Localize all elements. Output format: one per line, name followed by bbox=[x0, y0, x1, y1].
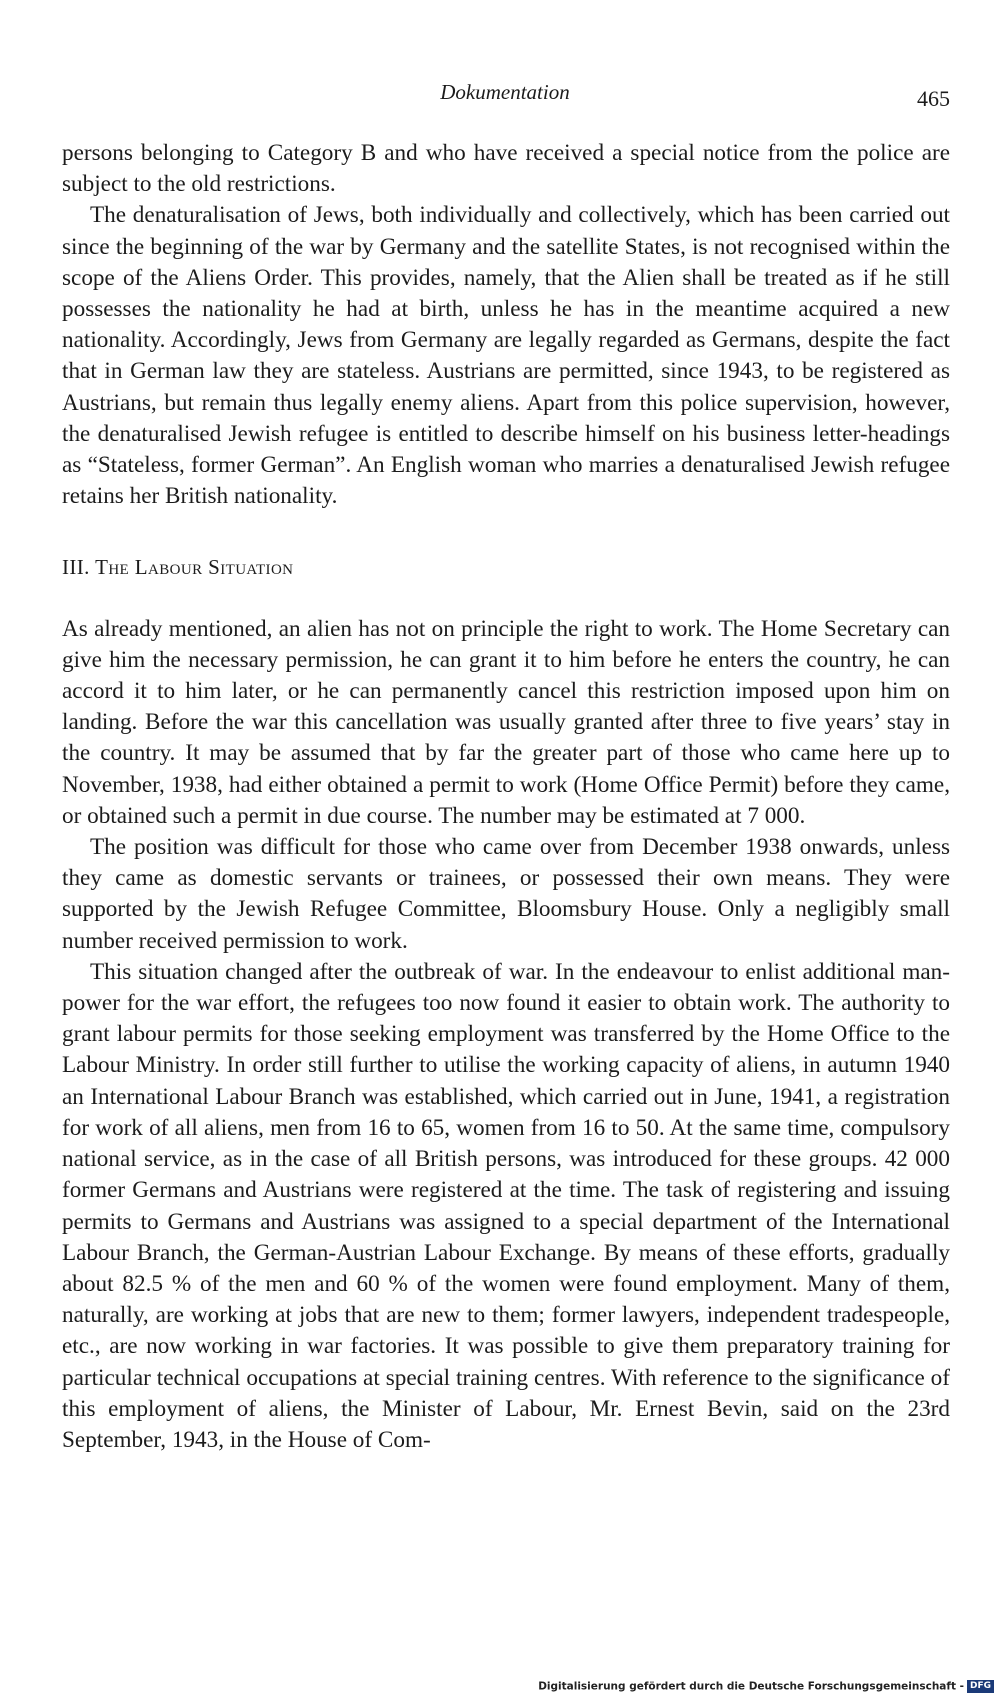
credit-text: Digitalisierung gefördert durch die Deutsche Forschungsgemeinschaft - bbox=[538, 1680, 964, 1693]
paragraph-continuation: persons belonging to Category B and who have received a special notice from the police are subject to the old restrictions. bbox=[62, 140, 950, 198]
paragraph-outbreak-of-war: This situation changed after the outbreak of war. In the endeavour to enlist additional man-power for the war effort, the refugees too now found it easier to obtain work. The authority to grant labour permits for those seeking employment was transferred by the Home Office to the Labour Ministry. In order still further to utilise the working capacity of aliens, in autumn 1940 an International Labour Branch was established, which carried out in June, 1941, a registration for work of all aliens, men from 16 to 65, women from 16 to 50. At the same time, compulsory national service, as in the case of all British persons, was introduced for these groups. 42 000 former Germans and Austrians were registered at the time. The task of registering and issuing permits to Germans and Austrians was assigned to a special department of the International Labour Branch, the German-Austrian Labour Exchange. By means of these efforts, gradually about 82.5 % of the men and 60 % of the women were found employment. Many of them, naturally, are working at jobs that are new to them; former lawyers, independent tradespeople, etc., are now working in war factories. It was possible to give them preparatory training for particular technical occupations at special training centres. With reference to the significance of this employment of aliens, the Minister of Labour, Mr. Ernest Bevin, said on the 23rd September, 1943, in the House of Com- bbox=[62, 958, 950, 1453]
paragraph-denaturalisation: The denaturalisation of Jews, both individually and collectively, which has been carried out since the beginning of the war by Germany and the satellite States, is not recognised within the scope of the Aliens Order. This provides, namely, that the Alien shall be treated as if he still possesses the nationality he had at birth, unless he has in the meantime acquired a new nationality. Accordingly, Jews from Germany are legally regarded as Germans, despite the fact that in German law they are stateless. Austrians are permitted, since 1943, to be registered as Austrians, but remain thus legally enemy aliens. Apart from this police supervision, however, the denaturalised Jewish refugee is entitled to describe himself on his business letter-headings as “Stateless, former German”. An English woman who marries a denaturalised Jewish refugee retains her British nationality. bbox=[62, 202, 950, 510]
digitization-credit bbox=[538, 1680, 994, 1693]
page-body bbox=[62, 138, 950, 1456]
dfg-logo: DFG bbox=[967, 1680, 994, 1693]
paragraph-right-to-work: As already mentioned, an alien has not on principle the right to work. The Home Secretary can give him the necessary permission, he can grant it to him before he enters the country, he can accord it to him later, or he can permanently cancel this restriction imposed upon him on landing. Before the war this cancellation was usually granted after three to five years’ stay in the country. It may be assumed that by far the greater part of those who came here up to November, 1938, had either obtained a permit to work (Home Office Permit) before they came, or obtained such a permit in due course. The number may be estimated at 7 000. bbox=[62, 615, 950, 829]
running-title: Dokumentation bbox=[440, 80, 570, 104]
paragraph-december-1938: The position was difficult for those who came over from December 1938 onwards, unless they came as domestic servants or trainees, or possessed their own means. They were supported by the Jewish Refugee Committee, Bloomsbury House. Only a negligibly small number received permission to work. bbox=[62, 834, 950, 954]
page-header bbox=[60, 80, 950, 110]
section-heading: III. The Labour Situation bbox=[62, 555, 294, 580]
page-number: 465 bbox=[917, 86, 950, 111]
